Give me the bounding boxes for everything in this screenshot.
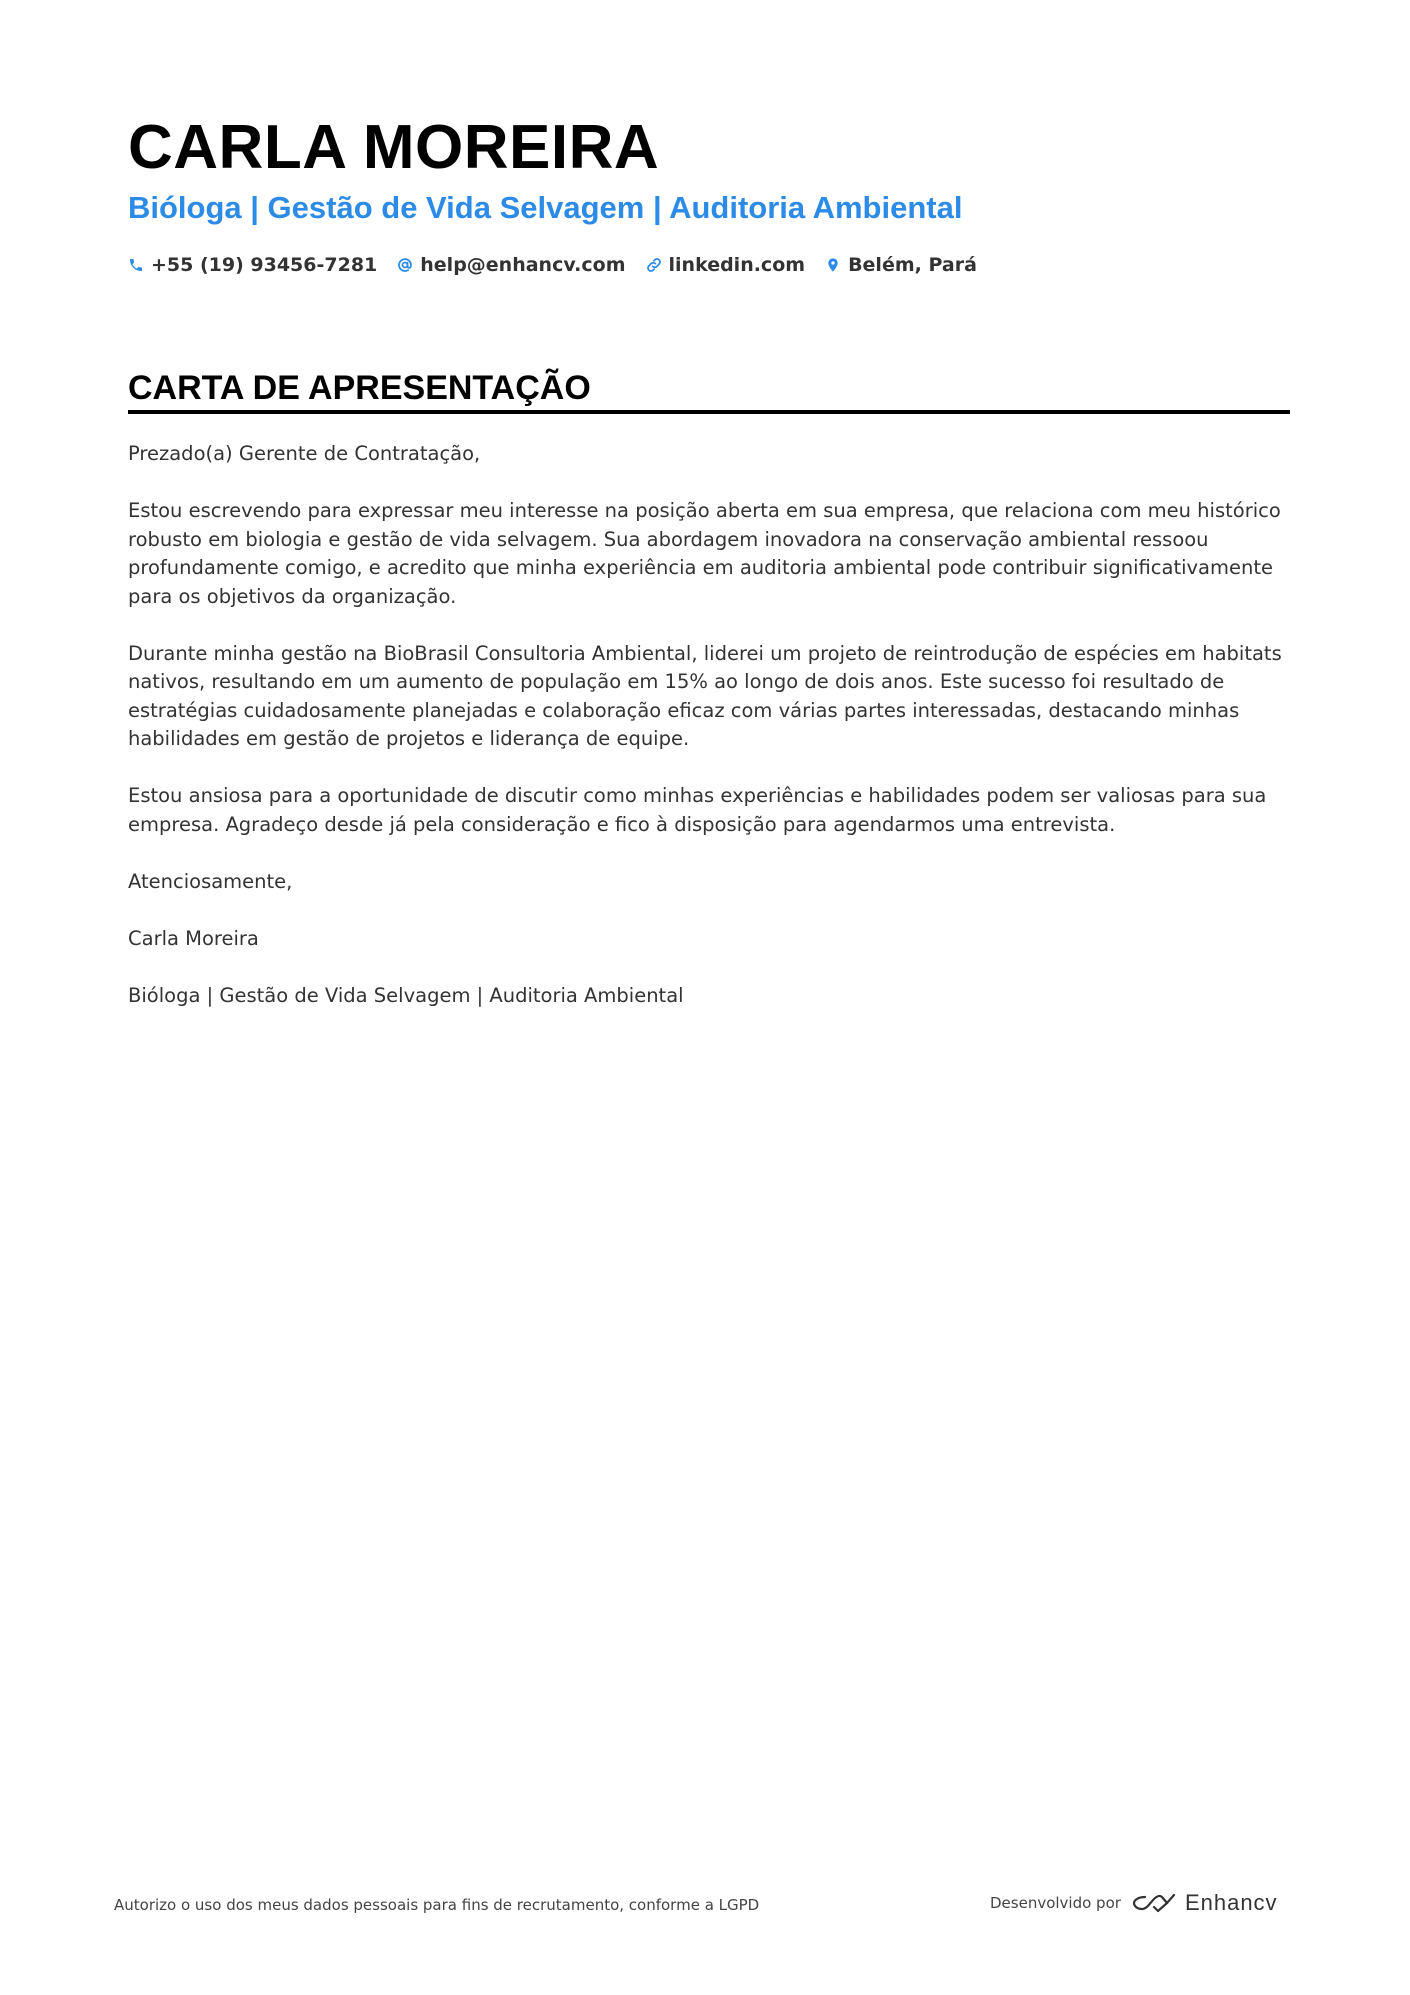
powered-by-label: Desenvolvido por — [990, 1894, 1121, 1912]
consent-note: Autorizo o uso dos meus dados pessoais para fins de recrutamento, conforme a LGPD — [114, 1896, 760, 1914]
signature-name: Carla Moreira — [128, 926, 259, 950]
contact-location-text: Belém, Pará — [848, 254, 977, 276]
candidate-headline: Bióloga | Gestão de Vida Selvagem | Auditoria Ambiental — [128, 190, 963, 225]
candidate-name: CARLA MOREIRA — [128, 113, 660, 182]
powered-by — [990, 1890, 1278, 1916]
letter-closing: Atenciosamente, — [128, 869, 293, 893]
at-sign-icon — [397, 256, 413, 274]
letter-paragraph: Estou escrevendo para expressar meu interesse na posição aberta em sua empresa, que relaciona com meu histórico robusto em biologia e gestão de vida selvagem. Sua abordagem inovadora na conservação ambiental ressoou profundamente comigo, e acredito que minha experiência em auditoria ambiental pode contribuir significativamente para os objetivos da organização. — [128, 499, 1281, 608]
letter-greeting: Prezado(a) Gerente de Contratação, — [128, 442, 481, 465]
contact-linkedin[interactable] — [646, 254, 806, 276]
section-divider — [128, 410, 1290, 414]
signature-title: Bióloga | Gestão de Vida Selvagem | Auditoria Ambiental — [128, 983, 684, 1007]
contact-phone-text: +55 (19) 93456-7281 — [151, 254, 378, 276]
enhancv-brand-name: Enhancv — [1184, 1890, 1278, 1915]
section-title: CARTA DE APRESENTAÇÃO — [128, 369, 591, 407]
letter-paragraph: Durante minha gestão na BioBrasil Consultoria Ambiental, liderei um projeto de reintrodução de espécies em habitats nativos, resultando em um aumento de população em 15% ao longo de dois anos. Este sucesso foi resultado de estratégias cuidadosamente planejadas e colaboração eficaz com várias partes interessadas, destacando minhas habilidades em gestão de projetos e liderança de equipe. — [128, 641, 1282, 750]
contact-bar — [128, 254, 977, 276]
contact-email-text: help@enhancv.com — [420, 254, 626, 276]
enhancv-logo[interactable] — [1131, 1890, 1278, 1916]
link-icon — [646, 256, 662, 274]
contact-phone[interactable] — [128, 254, 377, 276]
location-pin-icon — [825, 256, 841, 274]
contact-email[interactable] — [397, 254, 625, 276]
letter-body — [128, 440, 1290, 1039]
phone-icon — [128, 256, 144, 274]
contact-location — [825, 254, 977, 276]
enhancv-logo-icon — [1131, 1891, 1177, 1915]
letter-paragraph: Estou ansiosa para a oportunidade de discutir como minhas experiências e habilidades podem ser valiosas para sua empresa. Agradeço desde já pela consideração e fico à disposição para agendarmos uma entrevista. — [128, 784, 1267, 836]
contact-linkedin-text: linkedin.com — [668, 254, 806, 276]
